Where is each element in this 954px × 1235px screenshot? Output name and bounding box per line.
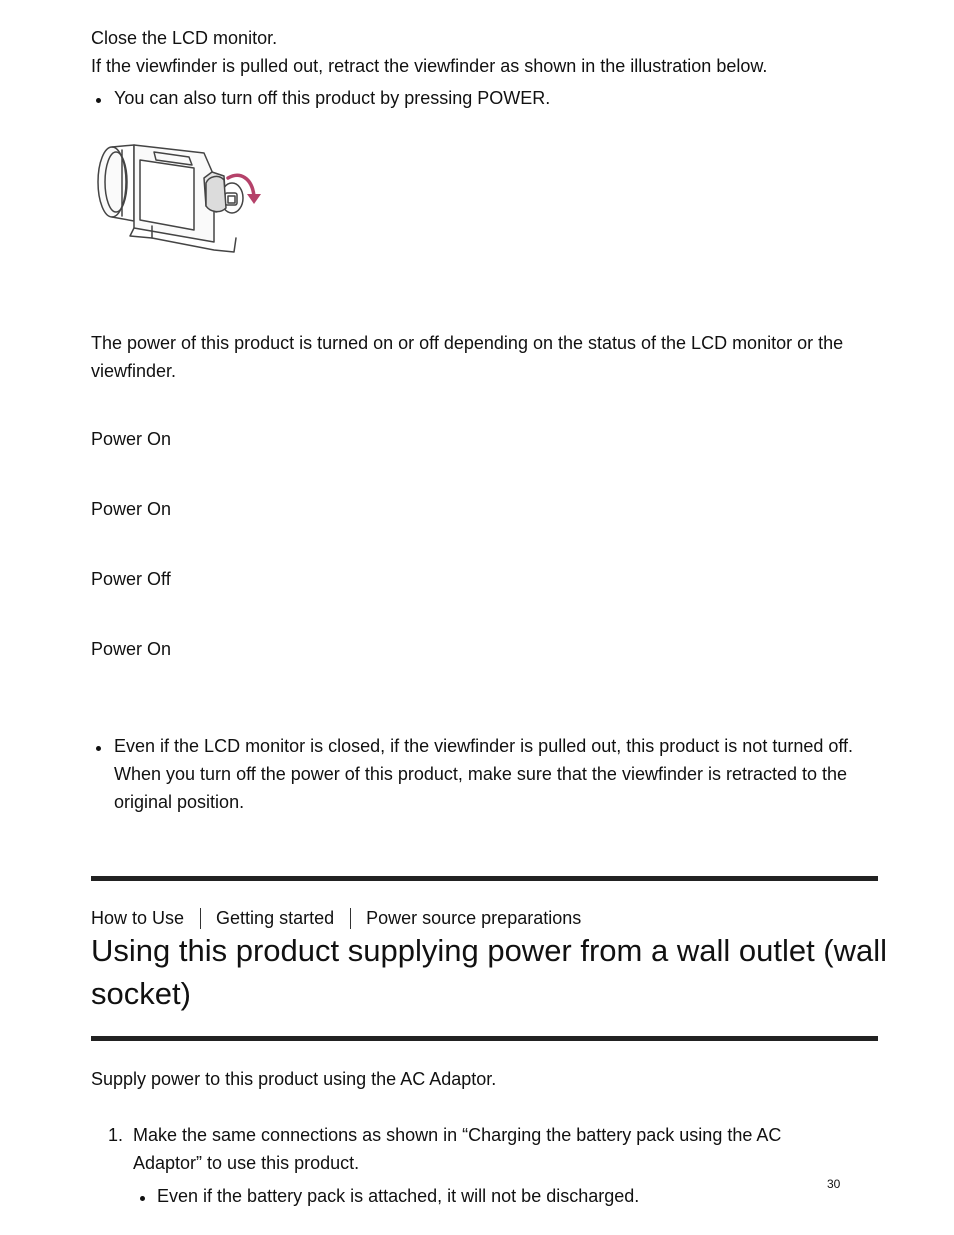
step-1-bullet: Even if the battery pack is attached, it will not be discharged.	[157, 1186, 640, 1206]
section-title: Using this product supplying power from a wall outlet (wall socket)	[91, 933, 888, 1011]
section-divider-bottom	[91, 1036, 878, 1041]
page-number: 30	[827, 1177, 841, 1191]
bullet-power-button-tip: You can also turn off this product by pressing POWER.	[114, 88, 551, 108]
breadcrumb	[91, 904, 581, 932]
step-1-text: Make the same connections as shown in “Charging the battery pack using the AC Adaptor” to use this product.	[133, 1125, 782, 1173]
instruction-close-lcd: Close the LCD monitor.	[91, 28, 278, 48]
section-divider-top	[91, 876, 878, 881]
note-viewfinder-retract: Even if the LCD monitor is closed, if the viewfinder is pulled out, this product is not turned off. When you turn off the power of this product, make sure that the viewfinder is retracted to the original position.	[114, 736, 854, 812]
breadcrumb-item-how-to-use[interactable]: How to Use	[91, 908, 185, 928]
breadcrumb-separator	[350, 908, 351, 929]
bullet-icon	[140, 1196, 145, 1201]
power-status-row-4: Power On	[91, 639, 172, 659]
power-status-description: The power of this product is turned on or off depending on the status of the LCD monitor or the viewfinder.	[91, 333, 844, 381]
section-intro: Supply power to this product using the AC Adaptor.	[91, 1069, 497, 1089]
bullet-icon	[96, 98, 101, 103]
power-status-row-3: Power Off	[91, 569, 171, 589]
camcorder-illustration	[94, 138, 269, 265]
bullet-icon	[96, 746, 101, 751]
instruction-retract-viewfinder: If the viewfinder is pulled out, retract the viewfinder as shown in the illustration below.	[91, 56, 768, 76]
breadcrumb-separator	[200, 908, 201, 929]
power-status-row-2: Power On	[91, 499, 172, 519]
breadcrumb-item-power-source[interactable]: Power source preparations	[366, 908, 582, 928]
power-status-row-1: Power On	[91, 429, 172, 449]
breadcrumb-item-getting-started[interactable]: Getting started	[216, 908, 335, 928]
camcorder-viewfinder-retract-icon	[94, 138, 269, 260]
step-number: 1.	[108, 1125, 124, 1145]
